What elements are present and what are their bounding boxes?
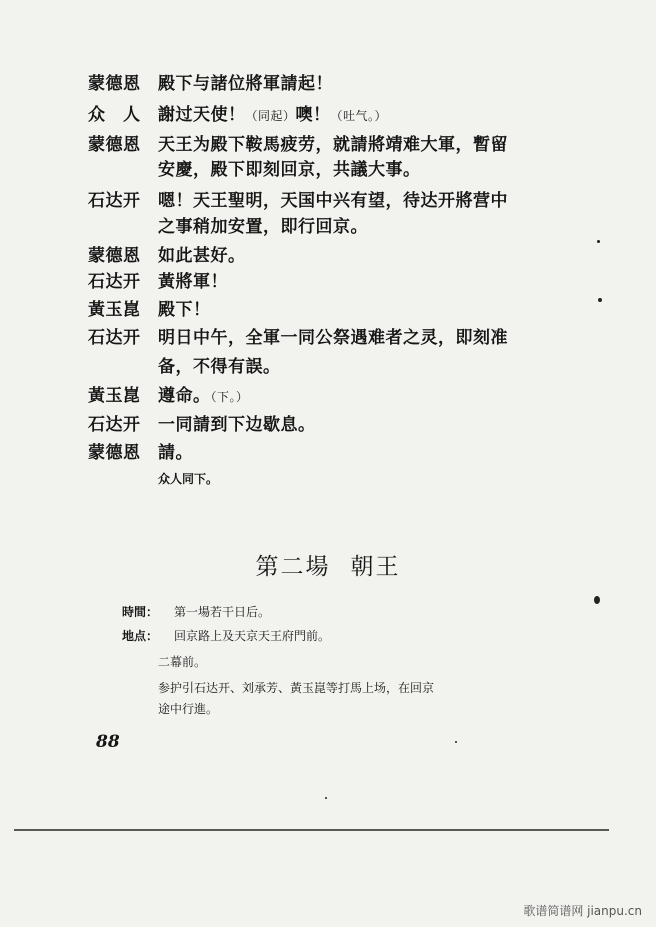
aside-note: （同起） (245, 109, 296, 123)
scan-speck (455, 741, 457, 743)
speaker-name: 黃玉崑 (88, 386, 141, 406)
scene-number: 第二場 (255, 554, 331, 580)
speech-text: 殿下！ (158, 300, 211, 320)
info-label: 地点： (122, 629, 159, 643)
speech-text: 一同請到下边歇息。 (158, 415, 316, 435)
speaker-name: 石达开 (88, 328, 141, 348)
info-value: 第一場若干日后。 (174, 605, 271, 619)
aside-note: （吐气。） (330, 109, 388, 123)
dialogue-line (88, 133, 528, 157)
dialogue-line (88, 270, 528, 294)
dialogue-line (88, 298, 528, 322)
scan-speck (598, 298, 602, 302)
speech-segment: 遵命。 (158, 386, 211, 406)
speech-continuation: 安慶，殿下即刻回京，共議大事。 (158, 160, 421, 180)
scan-edge-line (14, 829, 609, 831)
scan-speck (594, 596, 600, 604)
watermark-text: 歌谱简谱网 jianpu.cn (523, 904, 642, 918)
scene-time (122, 603, 270, 621)
dialogue-line (88, 413, 528, 437)
speech-text: 殿下与諸位將軍請起！ (158, 74, 333, 94)
speech-continuation: 之事稍加安置，即行回京。 (158, 217, 368, 237)
speech-text: 天王为殿下鞍馬疲劳，就請將靖难大軍，暫留 (158, 135, 508, 155)
speaker-name: 蒙德恩 (88, 135, 141, 155)
dialogue-line (88, 326, 528, 350)
speaker-name: 蒙德恩 (88, 246, 141, 266)
speech-text (158, 384, 528, 409)
speech-text (158, 103, 528, 128)
speech-text: 請。 (158, 443, 193, 463)
info-value: 回京路上及天京天王府門前。 (174, 629, 331, 643)
scene-title (0, 548, 656, 581)
dialogue-line (88, 384, 528, 409)
dialogue-line (88, 244, 528, 268)
speaker-name: 黃玉崑 (88, 300, 141, 320)
info-label: 時間： (122, 605, 159, 619)
speech-text: 黃將軍！ (158, 272, 228, 292)
scene-note: 二幕前。 (158, 655, 207, 669)
speech-text: 如此甚好。 (158, 246, 246, 266)
scene-note: 参护引石达开、刘承芳、黃玉崑等打馬上场，在回京 (158, 681, 435, 695)
speaker-name: 石达开 (88, 191, 141, 211)
stage-direction: 众人同下。 (158, 472, 219, 486)
scene-name: 朝王 (350, 554, 401, 580)
aside-note: （下。） (210, 390, 249, 404)
scan-speck (597, 240, 600, 243)
speech-continuation: 备，不得有誤。 (158, 357, 281, 377)
speech-segment: 噢！ (295, 105, 331, 125)
scan-speck (325, 797, 327, 799)
page-number: 88 (96, 732, 120, 752)
speech-text: 明日中午，全軍一同公祭遇难者之灵，即刻准 (158, 328, 508, 348)
speaker-name: 众 人 (88, 105, 141, 125)
scene-place (122, 627, 330, 645)
speech-segment: 謝过天使！ (158, 105, 246, 125)
speaker-name: 蒙德恩 (88, 74, 141, 94)
dialogue-line (88, 441, 528, 465)
speech-text: 嗯！天王聖明，天国中兴有望，待达开將营中 (158, 191, 508, 211)
speaker-name: 石达开 (88, 272, 141, 292)
scene-note: 途中行進。 (158, 702, 219, 716)
speaker-name: 蒙德恩 (88, 443, 141, 463)
dialogue-line (88, 103, 528, 128)
dialogue-line (88, 72, 528, 96)
speaker-name: 石达开 (88, 415, 141, 435)
dialogue-line (88, 189, 528, 213)
